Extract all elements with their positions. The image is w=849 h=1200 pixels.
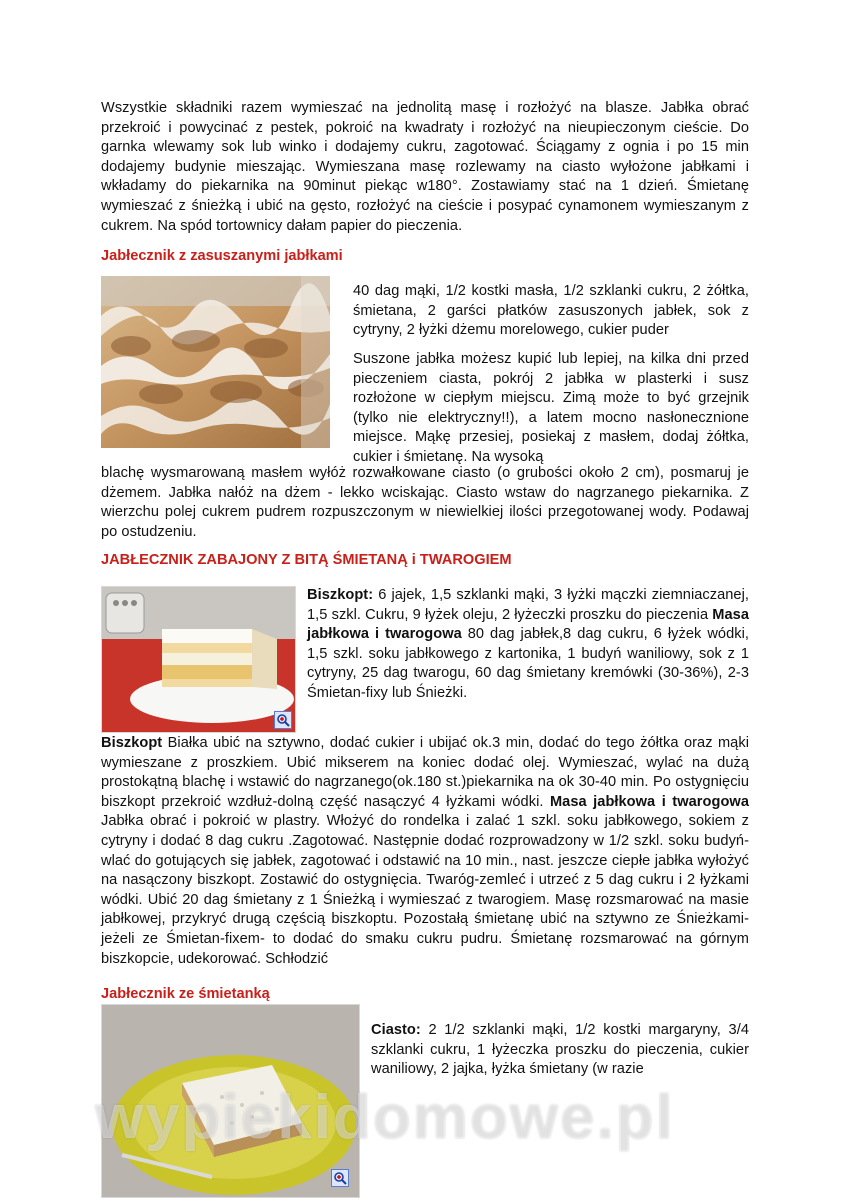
- recipe2-title: JABŁECZNIK ZABAJONY Z BITĄ ŚMIETANĄ i TWAROGIEM: [101, 552, 512, 568]
- recipe2-photo: [101, 586, 296, 733]
- masa-ingredients: 80 dag jabłek,8 dag cukru, 6 łyżek wódki, 1,5 szkl. soku jabłkowego z kartonika, 1 budyń waniliowy, sok z 1 cytryny, 25 dag twarogu, 60 dag śmietany kremówki (30-36%), 2-3 Śmietan-fixy lub Śnieżki.: [307, 626, 749, 701]
- zoom-icon-2[interactable]: [331, 1169, 349, 1187]
- method-biszkopt-text: Białka ubić na sztywno, dodać cukier i ubijać ok.3 min, dodać do tego żółtka oraz mąki wymieszane z proszkiem. Ubić mikserem na koniec dodać olej. Wymieszać, wylać na dużą prostokątną blachę i wstawić do nagrzanego(ok.180 st.)piekarnika na ok 30-40 min. Po ostygnięciu biszkopt przekroić wzdłuż-dolną część nasączyć 4 łyżkami wódki.: [101, 735, 749, 810]
- site-watermark: wypiekidomowe.pl: [95, 1083, 675, 1152]
- biszkopt-ingredients: 6 jajek, 1,5 szklanki mąki, 3 łyżki mączki ziemniaczanej, 1,5 szkl. Cukru, 9 łyżek oleju, 2 łyżeczki proszku do pieczenia: [307, 587, 749, 623]
- masa-label: Masa jabłkowa i twarogowa: [307, 606, 749, 643]
- apple-cake-photo-icon: [101, 276, 330, 448]
- recipe2-method: [101, 734, 749, 969]
- zoom-icon[interactable]: [274, 711, 292, 729]
- method-masa-label: Masa jabłkowa i twarogowa: [549, 793, 749, 810]
- ciasto-text: 2 1/2 szklanki mąki, 1/2 kostki margaryny, 3/4 szklanki cukru, 1 łyżeczka proszku do pieczenia, cukier waniliowy, 2 jajka, łyżka śmietany (w razie: [371, 1022, 749, 1078]
- method-masa-text: Jabłka obrać i pokroić w plastry. Włożyć do rondelka i zalać 1 szkl. soku jabłkowego, sokiem z cytryny i dodać 8 dag cukru .Zagotować. Następnie dodać rozprowadzony w 1/2 szkl. soku budyń-wlać do gotujących się jabłek, zagotować i odstawić na 10 min., nast. jeszcze ciepłe jabłka wyłożyć na nasączony biszkopt. Zostawić do ostygnięcia. Twaróg-zemleć i utrzeć z 5 dag cukru i 2 łyżkami wódki. Ubić 20 dag śmietany z 1 Śnieżką i wymieszać z twarogiem. Masę rozsmarować na masie jabłkowej, przykryć drugą częścią biszkoptu. Pozostałą śmietanę ubić na sztywno ze Śnieżkami-jeżeli ze Śmietan-fixem- to dodać do smaku cukru pudru. Śmietanę rozsmarować na górnym biszkopcie, udekorować. Schłodzić: [101, 813, 749, 967]
- biszkopt-label: Biszkopt:: [307, 587, 374, 603]
- recipe1-ingredients: 40 dag mąki, 1/2 kostki masła, 1/2 szklanki cukru, 2 żółtka, śmietana, 2 garści płatków zasuszonych jabłek, sok z cytryny, 2 łyżki dżemu morelowego, cukier puder: [353, 283, 749, 339]
- recipe1-photo: [101, 276, 330, 448]
- recipe3-ciasto: [371, 1021, 749, 1080]
- recipe1-method-full: blachę wysmarowaną masłem wyłóż rozwałkowane ciasto (o grubości około 2 cm), posmaruj je dżemem. Jabłka nałóż na dżem - lekko wciskając. Ciasto wstaw do nagrzanego piekarnika. Z wierzchu polej cukrem pudrem rozpuszczonym w niewielkiej ilości przegotowanej wody. Podawaj po ostudzeniu.: [101, 465, 749, 540]
- recipe2-ingredients: [307, 586, 749, 704]
- method-biszkopt-label: Biszkopt: [101, 735, 163, 751]
- ciasto-label: Ciasto:: [371, 1022, 421, 1038]
- recipe1-title: Jabłecznik z zasuszanymi jabłkami: [101, 248, 343, 264]
- intro-paragraph: Wszystkie składniki razem wymieszać na jednolitą masę i rozłożyć na blasze. Jabłka obrać przekroić i powycinać z pestek, pokroić na kwadraty i rozłożyć na nieupieczonym cieście. Do garnka wlewamy sok lub winko i dodajemy cukru, zagotować. Ściągamy z ognia i po 15 min dodajemy budynie mieszając. Wymieszana masę rozlewamy na ciasto wyłożone jabłkami i wkładamy do piekarnika na 90minut piekąc w180°. Zostawiamy stać na 1 dzień. Śmietanę wymieszać z śnieżką i ubić na gęsto, rozłożyć na cieście i posypać cynamonem wymieszanym z cukrem. Na spód tortownicy dałam papier do pieczenia.: [101, 100, 749, 234]
- cake-slice-photo-icon: [102, 587, 295, 732]
- recipe1-method-side: Suszone jabłka możesz kupić lub lepiej, na kilka dni przed pieczeniem ciasta, pokrój 2 jabłka w plasterki i susz rozłożone w ciepłym miejscu. Zimą może to być grzejnik (tylko nie elektryczny!!), a latem mocno nasłonecznione miejsce. Mąkę przesiej, posiekaj z masłem, dodaj żółtka, cukier i śmietanę. Na wysoką: [353, 351, 749, 465]
- recipe3-title: Jabłecznik ze śmietanką: [101, 986, 270, 1002]
